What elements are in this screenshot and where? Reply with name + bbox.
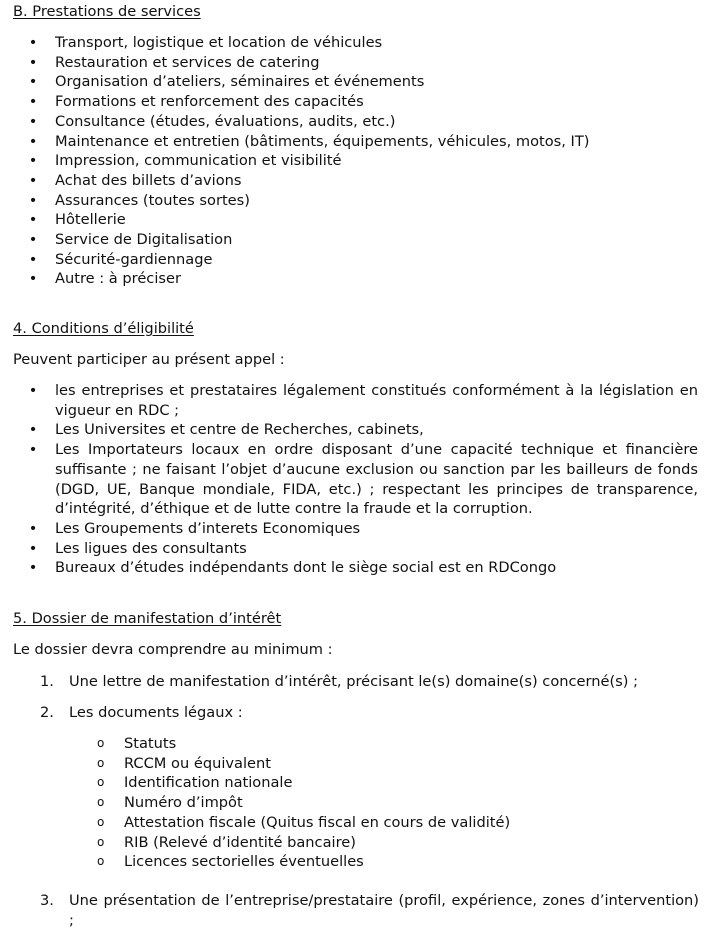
numbered-item (13, 672, 699, 692)
list-item-text: Consultance (études, évaluations, audits, etc.) (55, 112, 396, 130)
bullet-icon: • (28, 539, 38, 557)
dossier-item-2 (13, 703, 699, 723)
list-item-text: Assurances (toutes sortes) (55, 191, 250, 209)
circle-bullet-icon: o (97, 795, 105, 810)
list-item (13, 793, 699, 813)
list-item (0, 33, 711, 53)
list-item (0, 269, 711, 289)
bullet-icon: • (28, 132, 38, 150)
circle-bullet-icon: o (97, 834, 105, 849)
item-text: Une présentation de l’entreprise/prestataire (profil, expérience, zones d’intervention) ; (69, 892, 699, 929)
bullet-icon: • (28, 112, 38, 130)
circle-bullet-icon: o (97, 755, 105, 770)
circle-bullet-icon: o (97, 775, 105, 790)
bullet-icon: • (28, 519, 38, 537)
list-item-text: Impression, communication et visibilité (55, 152, 342, 170)
item-number: 3. (40, 892, 54, 909)
list-item-text: les entreprises et prestataires légalement constitués conformément à la législation en vigueur en RDC ; (55, 382, 698, 419)
list-item-text: Les Universites et centre de Recherches, cabinets, (55, 421, 424, 439)
numbered-item (13, 703, 699, 723)
list-item (0, 250, 711, 270)
list-item (13, 754, 699, 774)
dossier-item-1 (13, 672, 699, 692)
bullet-icon: • (28, 93, 38, 111)
list-item-text: Les ligues des consultants (55, 539, 247, 557)
bullet-icon: • (28, 152, 38, 170)
list-item-text: Autre : à préciser (55, 270, 181, 288)
list-item (0, 519, 698, 539)
list-item (13, 833, 699, 853)
bullet-icon: • (28, 211, 38, 229)
list-item-text: Transport, logistique et location de véhicules (55, 34, 383, 51)
list-item (0, 191, 711, 211)
list-item (0, 558, 698, 578)
bullet-icon: • (28, 53, 38, 71)
list-item (0, 132, 711, 152)
list-item-text: Service de Digitalisation (55, 231, 233, 249)
bullet-icon: • (28, 191, 38, 209)
section-4-heading: 4. Conditions d’éligibilité (13, 320, 194, 337)
bullet-icon: • (28, 34, 38, 51)
circle-bullet-icon: o (97, 854, 105, 869)
bullet-icon: • (28, 421, 38, 439)
section-5-heading: 5. Dossier de manifestation d’intérêt (13, 610, 282, 627)
list-item-text: Bureaux d’études indépendants dont le siège social est en RDCongo (55, 559, 557, 577)
bullet-icon: • (28, 231, 38, 249)
list-item (13, 773, 699, 793)
bullet-icon: • (28, 73, 38, 91)
list-item (0, 420, 698, 440)
bullet-icon: • (28, 441, 38, 459)
item-number: 1. (40, 673, 54, 690)
bullet-icon: • (28, 559, 38, 577)
circle-bullet-icon: o (97, 814, 105, 829)
bullet-icon: • (28, 171, 38, 189)
list-item (0, 112, 711, 132)
list-item (0, 230, 711, 250)
eligibility-list (0, 381, 698, 578)
list-item (0, 171, 711, 191)
list-item-text: Numéro d’impôt (124, 794, 243, 812)
list-item (0, 381, 698, 420)
section-4-intro: Peuvent participer au présent appel : (13, 351, 285, 368)
list-item (0, 53, 711, 73)
list-item-text: Identification nationale (124, 774, 293, 792)
list-item (0, 151, 711, 171)
list-item-text: RCCM ou équivalent (124, 754, 271, 772)
list-item-text: Les Importateurs locaux en ordre disposant d’une capacité technique et financière suffisante ; ne faisant l’objet d’aucune exclusion ou sanction par les bailleurs de fonds (DGD, UE, Banque mondiale, FIDA, etc.) ; respectant les principes de transparence, d’intégrité, d’éthique et de lutte contre la fraude et la corruption. (55, 441, 698, 518)
list-item-text: Les Groupements d’interets Economiques (55, 519, 361, 537)
numbered-item (13, 891, 699, 930)
list-item (0, 539, 698, 559)
item-text: Une lettre de manifestation d’intérêt, précisant le(s) domaine(s) concerné(s) ; (69, 673, 639, 690)
list-item-text: Sécurité-gardiennage (55, 250, 213, 268)
list-item (0, 440, 698, 519)
list-item (0, 92, 711, 112)
item-number: 2. (40, 704, 54, 721)
legal-documents-list (13, 734, 699, 872)
list-item-text: Maintenance et entretien (bâtiments, équipements, véhicules, motos, IT) (55, 132, 590, 150)
list-item (0, 210, 711, 230)
list-item (0, 72, 711, 92)
section-5-intro: Le dossier devra comprendre au minimum : (13, 641, 333, 658)
bullet-icon: • (28, 382, 38, 399)
list-item-text: Statuts (124, 735, 177, 752)
dossier-item-3 (13, 891, 699, 930)
circle-bullet-icon: o (97, 736, 105, 750)
list-item-text: Organisation d’ateliers, séminaires et événements (55, 73, 425, 91)
bullet-icon: • (28, 270, 38, 288)
bullet-icon: • (28, 250, 38, 268)
list-item-text: Formations et renforcement des capacités (55, 93, 364, 111)
list-item-text: Achat des billets d’avions (55, 171, 242, 189)
list-item-text: Restauration et services de catering (55, 53, 320, 71)
list-item (13, 734, 699, 754)
section-b-heading: B. Prestations de services (13, 3, 201, 20)
services-list (0, 33, 711, 289)
list-item-text: Hôtellerie (55, 211, 126, 229)
list-item-text: RIB (Relevé d’identité bancaire) (124, 833, 356, 851)
item-text: Les documents légaux : (69, 704, 243, 721)
list-item (13, 813, 699, 833)
list-item-text: Attestation fiscale (Quitus fiscal en cours de validité) (124, 813, 511, 831)
list-item-text: Licences sectorielles éventuelles (124, 853, 364, 871)
list-item (13, 852, 699, 872)
